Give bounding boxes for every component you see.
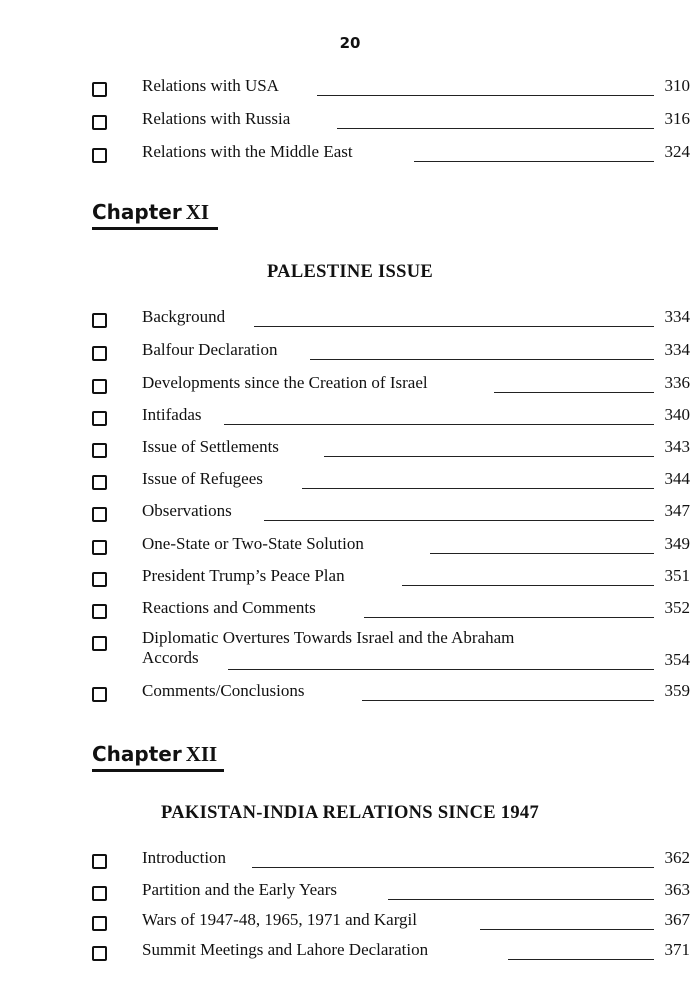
leader-line [402, 585, 654, 586]
checkbox-icon [92, 636, 107, 651]
leader-line [228, 669, 654, 670]
entry-title-line2: Accords [142, 648, 199, 667]
page-number: 20 [339, 34, 361, 52]
entry-page: 324 [664, 142, 690, 161]
entry-page: 351 [664, 566, 690, 585]
entry-page: 347 [664, 501, 690, 520]
leader-line [430, 553, 654, 554]
entry-title: Relations with the Middle East [142, 142, 353, 161]
checkbox-icon [92, 82, 107, 97]
entry-title-line1: Diplomatic Overtures Towards Israel and the Abraham [142, 628, 515, 647]
leader-line [480, 929, 654, 930]
leader-line [224, 424, 654, 425]
entry-title: Reactions and Comments [142, 598, 316, 617]
entry-page: 334 [664, 307, 690, 326]
entry-title: Relations with Russia [142, 109, 291, 128]
chapter-number: XII [185, 742, 218, 766]
toc-entry [92, 375, 690, 401]
toc-entry [92, 683, 690, 709]
leader-line [414, 161, 654, 162]
checkbox-icon [92, 572, 107, 587]
checkbox-icon [92, 507, 107, 522]
checkbox-icon [92, 115, 107, 130]
entry-page: 359 [664, 681, 690, 700]
leader-line [508, 959, 654, 960]
entry-title: Relations with USA [142, 76, 279, 95]
toc-entry [92, 342, 690, 368]
entry-page: 354 [664, 650, 690, 669]
toc-entry [92, 600, 690, 626]
checkbox-icon [92, 443, 107, 458]
entry-page: 343 [664, 437, 690, 456]
checkbox-icon [92, 148, 107, 163]
leader-line [264, 520, 654, 521]
entry-page: 316 [664, 109, 690, 128]
toc-entry [92, 78, 690, 104]
entry-title: Observations [142, 501, 232, 520]
entry-title: Developments since the Creation of Israel [142, 373, 428, 392]
toc-entry [92, 144, 690, 170]
entry-title: Balfour Declaration [142, 340, 278, 359]
leader-line [337, 128, 654, 129]
entry-title: Issue of Refugees [142, 469, 263, 488]
entry-title: Summit Meetings and Lahore Declaration [142, 940, 429, 959]
entry-title: Wars of 1947-48, 1965, 1971 and Kargil [142, 910, 417, 929]
toc-entry [92, 471, 690, 497]
entry-title: Comments/Conclusions [142, 681, 305, 700]
entry-page: 344 [664, 469, 690, 488]
toc-entry [92, 309, 690, 335]
leader-line [364, 617, 654, 618]
entry-page: 362 [664, 848, 690, 867]
chapter-label: Chapter [92, 200, 182, 224]
checkbox-icon [92, 313, 107, 328]
entry-page: 363 [664, 880, 690, 899]
checkbox-icon [92, 475, 107, 490]
entry-page: 340 [664, 405, 690, 424]
chapter-label: Chapter [92, 742, 182, 766]
checkbox-icon [92, 946, 107, 961]
entry-title: Issue of Settlements [142, 437, 279, 456]
entry-title: President Trump’s Peace Plan [142, 566, 345, 585]
checkbox-icon [92, 379, 107, 394]
entry-title: Partition and the Early Years [142, 880, 337, 899]
checkbox-icon [92, 916, 107, 931]
chapter-11-title [92, 200, 209, 225]
leader-line [324, 456, 654, 457]
leader-line [310, 359, 654, 360]
checkbox-icon [92, 687, 107, 702]
toc-entry [92, 942, 690, 968]
entry-page: 310 [664, 76, 690, 95]
entry-title: Intifadas [142, 405, 202, 424]
leader-line [317, 95, 654, 96]
entry-title: Background [142, 307, 226, 326]
toc-entry [92, 882, 690, 908]
leader-line [362, 700, 654, 701]
checkbox-icon [92, 604, 107, 619]
toc-entry [92, 850, 690, 876]
chapter-number: XI [185, 200, 210, 224]
checkbox-icon [92, 346, 107, 361]
chapter-12-title [92, 742, 217, 767]
chapter-12-heading: PAKISTAN-INDIA RELATIONS SINCE 1947 [161, 803, 539, 823]
checkbox-icon [92, 886, 107, 901]
entry-page: 371 [664, 940, 690, 959]
toc-entry [92, 536, 690, 562]
leader-line [254, 326, 654, 327]
chapter-underline [92, 769, 224, 772]
entry-page: 349 [664, 534, 690, 553]
leader-line [388, 899, 654, 900]
toc-entry [92, 503, 690, 529]
entry-page: 334 [664, 340, 690, 359]
chapter-underline [92, 227, 218, 230]
entry-page: 367 [664, 910, 690, 929]
checkbox-icon [92, 540, 107, 555]
toc-entry [92, 407, 690, 433]
leader-line [302, 488, 654, 489]
entry-page: 352 [664, 598, 690, 617]
toc-entry [92, 439, 690, 465]
toc-entry [92, 912, 690, 938]
chapter-11-heading: PALESTINE ISSUE [266, 262, 434, 282]
toc-entry [92, 111, 690, 137]
leader-line [494, 392, 654, 393]
leader-line [252, 867, 654, 868]
entry-title: Introduction [142, 848, 227, 867]
checkbox-icon [92, 854, 107, 869]
entry-page: 336 [664, 373, 690, 392]
toc-entry [92, 628, 690, 682]
checkbox-icon [92, 411, 107, 426]
toc-entry [92, 568, 690, 594]
entry-title: One-State or Two-State Solution [142, 534, 364, 553]
